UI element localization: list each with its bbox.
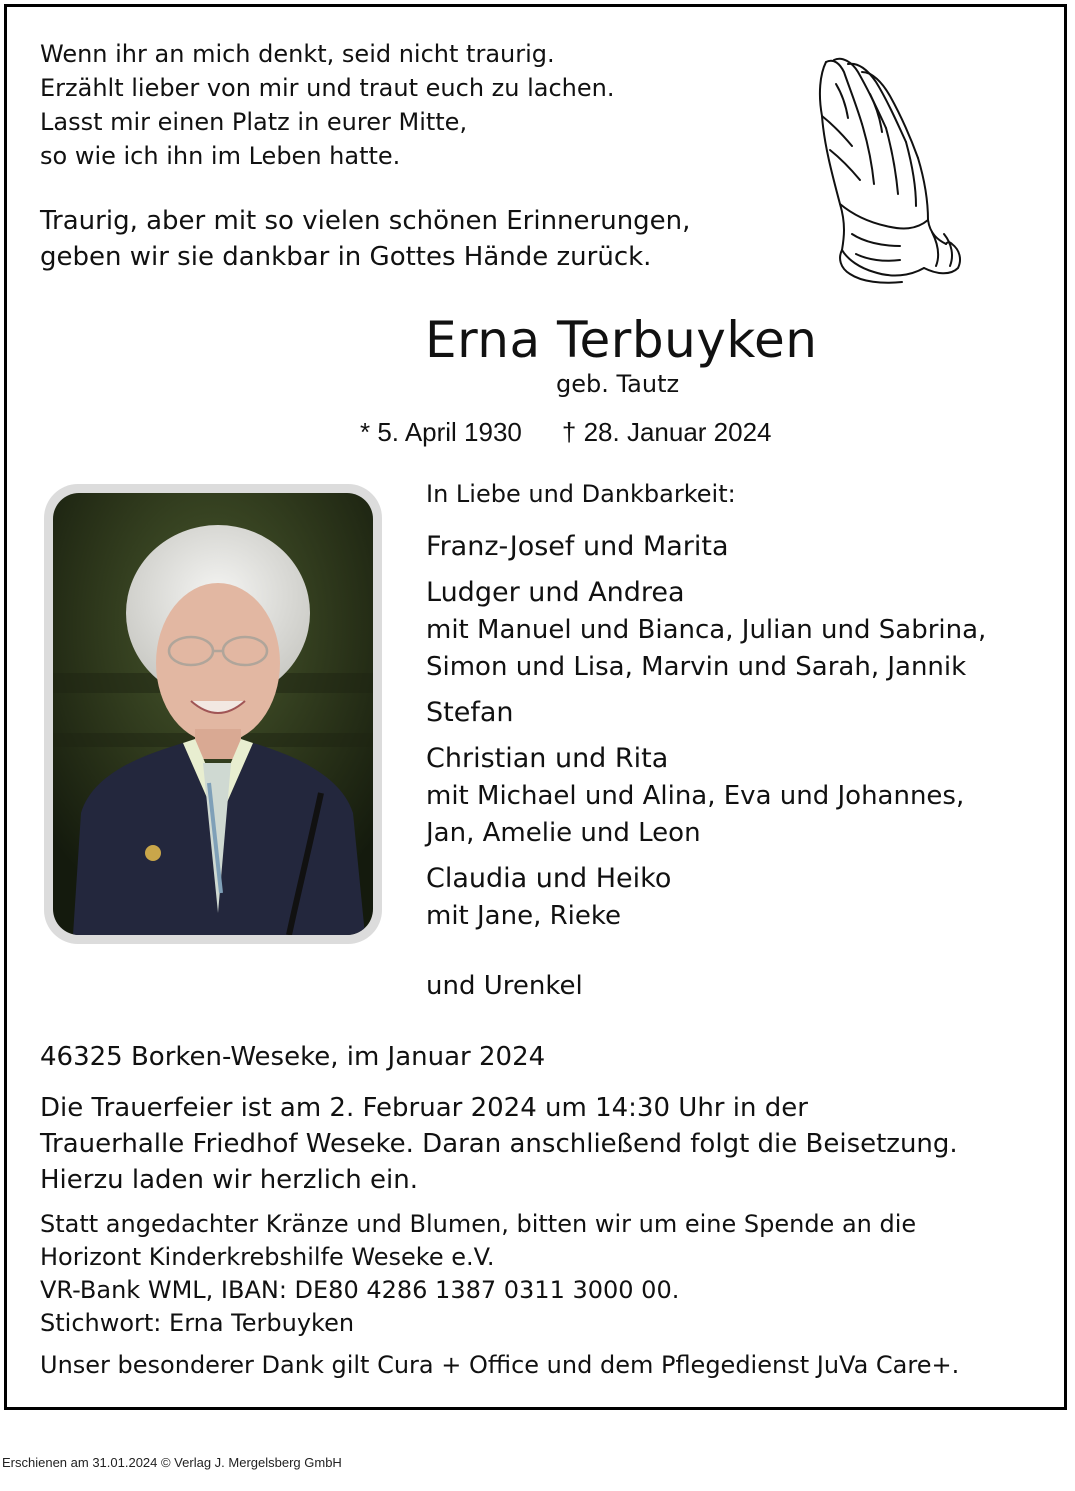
donation-line: VR-Bank WML, IBAN: DE80 4286 1387 0311 3000 00. — [40, 1276, 680, 1304]
mourner-children: mit Manuel und Bianca, Julian und Sabrina, — [426, 615, 987, 645]
donation-info — [40, 1208, 916, 1340]
poem-line: Erzählt lieber von mir und traut euch zu lachen. — [40, 74, 615, 102]
thanks-note: Unser besonderer Dank gilt Cura + Office und dem Pflegedienst JuVa Care+. — [40, 1351, 960, 1379]
death-date: † 28. Januar 2024 — [561, 417, 772, 447]
life-dates — [360, 414, 772, 450]
mourners-list — [426, 528, 986, 943]
donation-line: Statt angedachter Kränze und Blumen, bitten wir um eine Spende an die — [40, 1210, 917, 1238]
mourner-name: Claudia und Heiko — [426, 863, 672, 894]
service-line: Die Trauerfeier ist am 2. Februar 2024 um 14:30 Uhr in der — [40, 1093, 808, 1123]
list-item — [426, 860, 986, 935]
portrait-frame — [44, 484, 382, 944]
poem-line: so wie ich ihn im Leben hatte. — [40, 142, 401, 170]
mourners-intro: In Liebe und Dankbarkeit: — [426, 480, 736, 508]
poem-verse — [40, 37, 614, 173]
service-line: Trauerhalle Friedhof Weseke. Daran anschließend folgt die Beisetzung. — [40, 1129, 958, 1159]
donation-line: Stichwort: Erna Terbuyken — [40, 1309, 355, 1337]
poem-line: Traurig, aber mit so vielen schönen Erinnerungen, — [40, 206, 691, 236]
mourner-name: Christian und Rita — [426, 743, 669, 774]
donation-line: Horizont Kinderkrebshilfe Weseke e.V. — [40, 1243, 495, 1271]
poem-closing — [40, 203, 690, 275]
birth-date: * 5. April 1930 — [360, 417, 522, 447]
mourner-name: Stefan — [426, 697, 514, 728]
mourner-children: Simon und Lisa, Marvin und Sarah, Jannik — [426, 652, 967, 682]
list-item — [426, 574, 986, 686]
birth-name: geb. Tautz — [556, 370, 680, 398]
place-date: 46325 Borken-Weseke, im Januar 2024 — [40, 1042, 546, 1072]
poem-line: Wenn ihr an mich denkt, seid nicht traurig. — [40, 40, 555, 68]
portrait-photo — [53, 493, 373, 935]
mourner-children: Jan, Amelie und Leon — [426, 818, 701, 848]
list-item — [426, 740, 986, 852]
service-info — [40, 1090, 958, 1198]
deceased-name: Erna Terbuyken — [425, 311, 818, 369]
poem-line: geben wir sie dankbar in Gottes Hände zurück. — [40, 242, 652, 272]
mourner-name: Franz-Josef und Marita — [426, 531, 729, 562]
publication-footer: Erschienen am 31.01.2024 © Verlag J. Mergelsberg GmbH — [2, 1455, 342, 1470]
list-item — [426, 528, 986, 566]
service-line: Hierzu laden wir herzlich ein. — [40, 1165, 418, 1195]
praying-hands-icon — [812, 54, 962, 286]
mourner-children: mit Jane, Rieke — [426, 901, 622, 931]
mourner-children: mit Michael und Alina, Eva und Johannes, — [426, 781, 965, 811]
list-item — [426, 694, 986, 732]
poem-line: Lasst mir einen Platz in eurer Mitte, — [40, 108, 468, 136]
mourner-name: Ludger und Andrea — [426, 577, 685, 608]
mourners-closing: und Urenkel — [426, 971, 583, 1001]
